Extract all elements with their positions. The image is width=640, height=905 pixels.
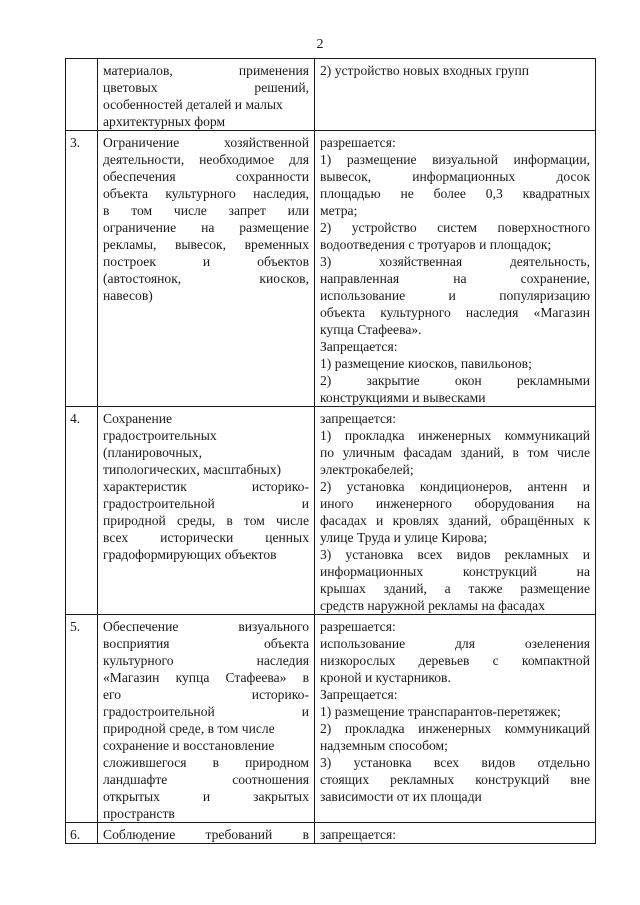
regime-line: низкорослых деревьев с компактной <box>320 653 590 668</box>
regime-line: Запрещается: <box>320 339 398 354</box>
regime-line: улице Труда и улице Кирова; <box>320 530 488 545</box>
requirement-line: градостроительной и <box>103 496 309 511</box>
requirement-line: градоформирующих объектов <box>103 547 277 562</box>
row-number <box>66 59 98 131</box>
row-number: 4. <box>66 407 98 615</box>
regime-line: конструкциями и вывесками <box>320 390 486 405</box>
row-number: 5. <box>66 615 98 823</box>
requirement-line: рекламы, вывесок, временных <box>103 237 309 252</box>
regime-line: надземным способом; <box>320 738 448 753</box>
requirement-line: восприятия объекта <box>103 636 309 651</box>
requirement-line: градостроительной и <box>103 704 309 719</box>
requirement-line: сохранение и восстановление <box>103 738 275 753</box>
regime-cell <box>315 615 596 823</box>
table-row <box>66 407 596 615</box>
regime-line: разрешается: <box>320 135 396 150</box>
regime-line: 2) установка кондиционеров, антенн и <box>320 479 590 494</box>
regime-line: запрещается: <box>320 827 397 842</box>
regime-line: 3) хозяйственная деятельность, <box>320 254 590 269</box>
requirement-cell <box>98 823 315 844</box>
requirement-cell <box>98 59 315 131</box>
requirement-line: деятельности, необходимое для <box>103 152 309 167</box>
regime-line: 2) устройство новых входных групп <box>320 63 530 78</box>
regime-line: 2) прокладка инженерных коммуникаций <box>320 721 590 736</box>
regime-line: электрокабелей; <box>320 462 414 477</box>
requirement-line: «Магазин купца Стафеева» в <box>103 670 309 685</box>
requirement-line: природной среде, в том числе <box>103 721 275 736</box>
regime-cell <box>315 823 596 844</box>
requirement-line: построек и объектов <box>103 254 309 269</box>
regime-line: 3) установка всех видов отдельно <box>320 755 590 770</box>
requirement-line: материалов, применения <box>103 63 309 78</box>
regime-line: стоящих рекламных конструкций вне <box>320 772 590 787</box>
requirement-cell <box>98 407 315 615</box>
table-row <box>66 59 596 131</box>
requirement-line: природной среды, в том числе <box>103 513 309 528</box>
requirement-line: (автостоянок, киосков, <box>103 271 309 286</box>
requirement-line: архитектурных форм <box>103 114 226 129</box>
requirement-line: характеристик историко- <box>103 479 309 494</box>
regime-line: направленная на сохранение, <box>320 271 590 286</box>
regime-cell <box>315 407 596 615</box>
requirement-cell <box>98 131 315 407</box>
requirement-line: цветовых решений, <box>103 80 309 95</box>
regime-line: 1) размещение киосков, павильонов; <box>320 356 532 371</box>
regime-line: метра; <box>320 203 358 218</box>
regime-line: использование для озеленения <box>320 636 590 651</box>
requirement-line: типологических, масштабных) <box>103 462 282 477</box>
requirement-line: пространств <box>103 806 175 821</box>
regime-line: по уличным фасадам зданий, в том числе <box>320 445 590 460</box>
requirement-line: в том числе запрет или <box>103 203 309 218</box>
requirement-cell <box>98 615 315 823</box>
regime-line: Запрещается: <box>320 687 398 702</box>
regime-line: кроной и кустарников. <box>320 670 451 685</box>
regime-line: 1) размещение транспарантов-перетяжек; <box>320 704 561 719</box>
requirement-line: Ограничение хозяйственной <box>103 135 309 150</box>
regime-line: использование и популяризацию <box>320 288 590 303</box>
requirement-line: особенностей деталей и малых <box>103 97 283 112</box>
row-number: 3. <box>66 131 98 407</box>
regime-line: 3) установка всех видов рекламных и <box>320 547 590 562</box>
regime-line: объекта культурного наследия «Магазин <box>320 305 590 320</box>
regime-line: информационных конструкций на <box>320 564 590 579</box>
requirement-line: ландшафте соотношения <box>103 772 309 787</box>
table-row <box>66 131 596 407</box>
table-row <box>66 615 596 823</box>
regime-line: площадью не более 0,3 квадратных <box>320 186 590 201</box>
requirement-line: (планировочных, <box>103 445 202 460</box>
regime-line: фасадах и кровлях зданий, обращённых к <box>320 513 590 528</box>
regime-line: запрещается: <box>320 411 397 426</box>
requirement-line: ограничение на размещение <box>103 220 309 235</box>
requirement-line: открытых и закрытых <box>103 789 309 804</box>
requirement-line: всех исторически ценных <box>103 530 309 545</box>
regulations-table <box>65 58 596 844</box>
regime-line: вывесок, информационных досок <box>320 169 590 184</box>
requirement-line: его историко- <box>103 687 309 702</box>
requirement-line: навесов) <box>103 288 153 303</box>
table-row <box>66 823 596 844</box>
regime-cell <box>315 59 596 131</box>
regime-line: зависимости от их площади <box>320 789 482 804</box>
regime-line: 2) устройство систем поверхностного <box>320 220 590 235</box>
requirement-line: градостроительных <box>103 428 217 443</box>
requirement-line: Сохранение <box>103 411 173 426</box>
requirement-line: сложившегося в природном <box>103 755 309 770</box>
regime-cell <box>315 131 596 407</box>
regime-line: 2) закрытие окон рекламными <box>320 373 590 388</box>
row-number: 6. <box>66 823 98 844</box>
requirement-line: Обеспечение визуального <box>103 619 309 634</box>
regime-line: 1) размещение визуальной информации, <box>320 152 590 167</box>
regime-line: купца Стафеева». <box>320 322 422 337</box>
regime-line: водоотведения с тротуаров и площадок; <box>320 237 552 252</box>
regime-line: крышах зданий, а также размещение <box>320 581 590 596</box>
requirement-line: Соблюдение требований в <box>103 827 309 842</box>
page-number: 2 <box>316 37 324 52</box>
requirement-line: обеспечения сохранности <box>103 169 309 184</box>
requirement-line: культурного наследия <box>103 653 309 668</box>
table-body <box>66 59 596 844</box>
regime-line: иного инженерного оборудования на <box>320 496 590 511</box>
requirement-line: объекта культурного наследия, <box>103 186 309 201</box>
regime-line: 1) прокладка инженерных коммуникаций <box>320 428 590 443</box>
regime-line: разрешается: <box>320 619 396 634</box>
regime-line: средств наружной рекламы на фасадах <box>320 598 545 613</box>
